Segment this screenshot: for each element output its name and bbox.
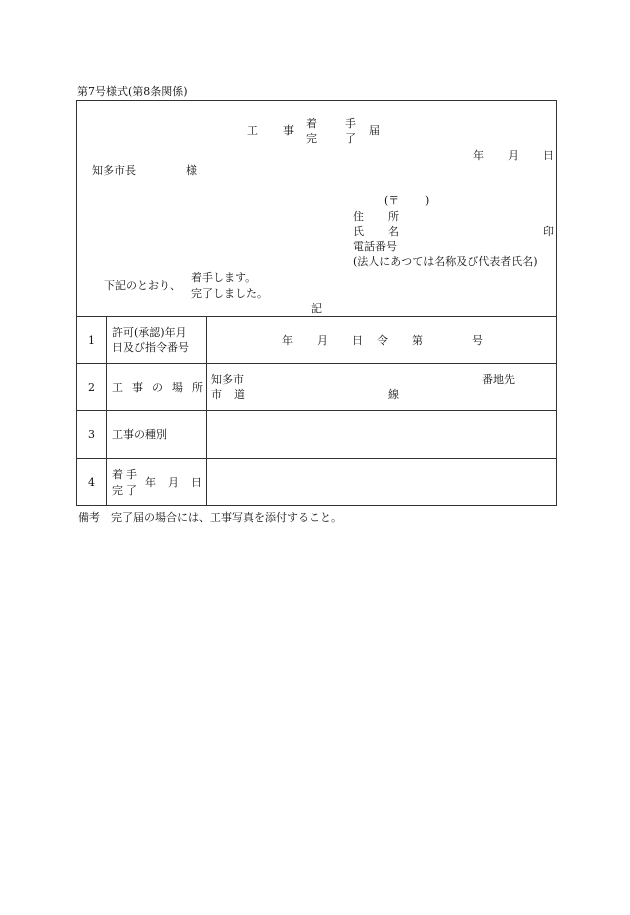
seal-mark: 印 xyxy=(543,225,554,238)
address-label-b: 所 xyxy=(388,210,399,223)
row4-label-finish: 完了 xyxy=(112,484,140,497)
row2-label-text: 工事の場所 xyxy=(112,381,212,394)
row2-label-spread xyxy=(112,381,212,394)
row1-dai: 第 xyxy=(412,334,423,347)
date-year: 年 xyxy=(473,149,484,162)
addressee-name: 知多市長 xyxy=(92,164,136,177)
row1-month: 月 xyxy=(317,334,328,347)
form-label: 第7号様式(第8条関係) xyxy=(77,85,188,98)
phone-label: 電話番号 xyxy=(353,240,397,253)
row2-line: 線 xyxy=(388,388,399,401)
title-char-kou: 工 xyxy=(247,124,258,137)
row2-road-a: 市 xyxy=(211,388,222,401)
row1-go: 号 xyxy=(472,334,483,347)
title-char-ji: 事 xyxy=(283,124,294,137)
row4-label-start: 着手 xyxy=(112,468,140,481)
row3-label: 工事の種別 xyxy=(112,428,167,441)
title-suffix: 届 xyxy=(369,124,380,137)
row2-city: 知多市 xyxy=(211,373,244,386)
row1-number: 1 xyxy=(88,334,95,347)
title-start-top: 着 xyxy=(306,117,317,130)
statement-finish: 完了しました。 xyxy=(191,287,268,300)
table-col-line-1 xyxy=(106,316,107,506)
table-row-line-2 xyxy=(76,410,557,411)
row2-label xyxy=(112,381,212,394)
name-label-b: 名 xyxy=(388,225,399,238)
name-label-a: 氏 xyxy=(353,225,364,238)
statement-start: 着手します。 xyxy=(191,271,257,284)
corporate-note: (法人にあつては名称及び代表者氏名) xyxy=(353,255,538,268)
ki-heading: 記 xyxy=(311,302,322,315)
address-label-a: 住 xyxy=(353,210,364,223)
row1-year: 年 xyxy=(282,334,293,347)
table-row-line-3 xyxy=(76,458,557,459)
row4-number: 4 xyxy=(88,476,95,489)
date-day: 日 xyxy=(543,149,554,162)
row2-number: 2 xyxy=(88,381,95,394)
remarks: 備考 完了届の場合には、工事写真を添付すること。 xyxy=(78,511,342,524)
statement-lead: 下記のとおり、 xyxy=(104,279,181,292)
postal-close: ) xyxy=(425,194,430,207)
date-month: 月 xyxy=(508,149,519,162)
table-row-line-1 xyxy=(76,363,557,364)
row1-label-line1: 許可(承認)年月 xyxy=(112,326,187,339)
row4-label-date: 年月日 xyxy=(145,476,214,489)
row2-road-b: 道 xyxy=(234,388,245,401)
row1-order: 令 xyxy=(377,334,388,347)
addressee-honorific: 様 xyxy=(186,164,197,177)
title-finish-bottom: 了 xyxy=(345,132,356,145)
postal-open: (〒 xyxy=(384,194,400,207)
row3-number: 3 xyxy=(88,428,95,441)
row1-day: 日 xyxy=(352,334,363,347)
row2-lot: 番地先 xyxy=(482,373,515,386)
title-start-bottom: 手 xyxy=(345,117,356,130)
title-finish-top: 完 xyxy=(306,132,317,145)
row1-label-line2: 日及び指令番号 xyxy=(112,341,189,354)
table-top-line xyxy=(76,316,557,317)
